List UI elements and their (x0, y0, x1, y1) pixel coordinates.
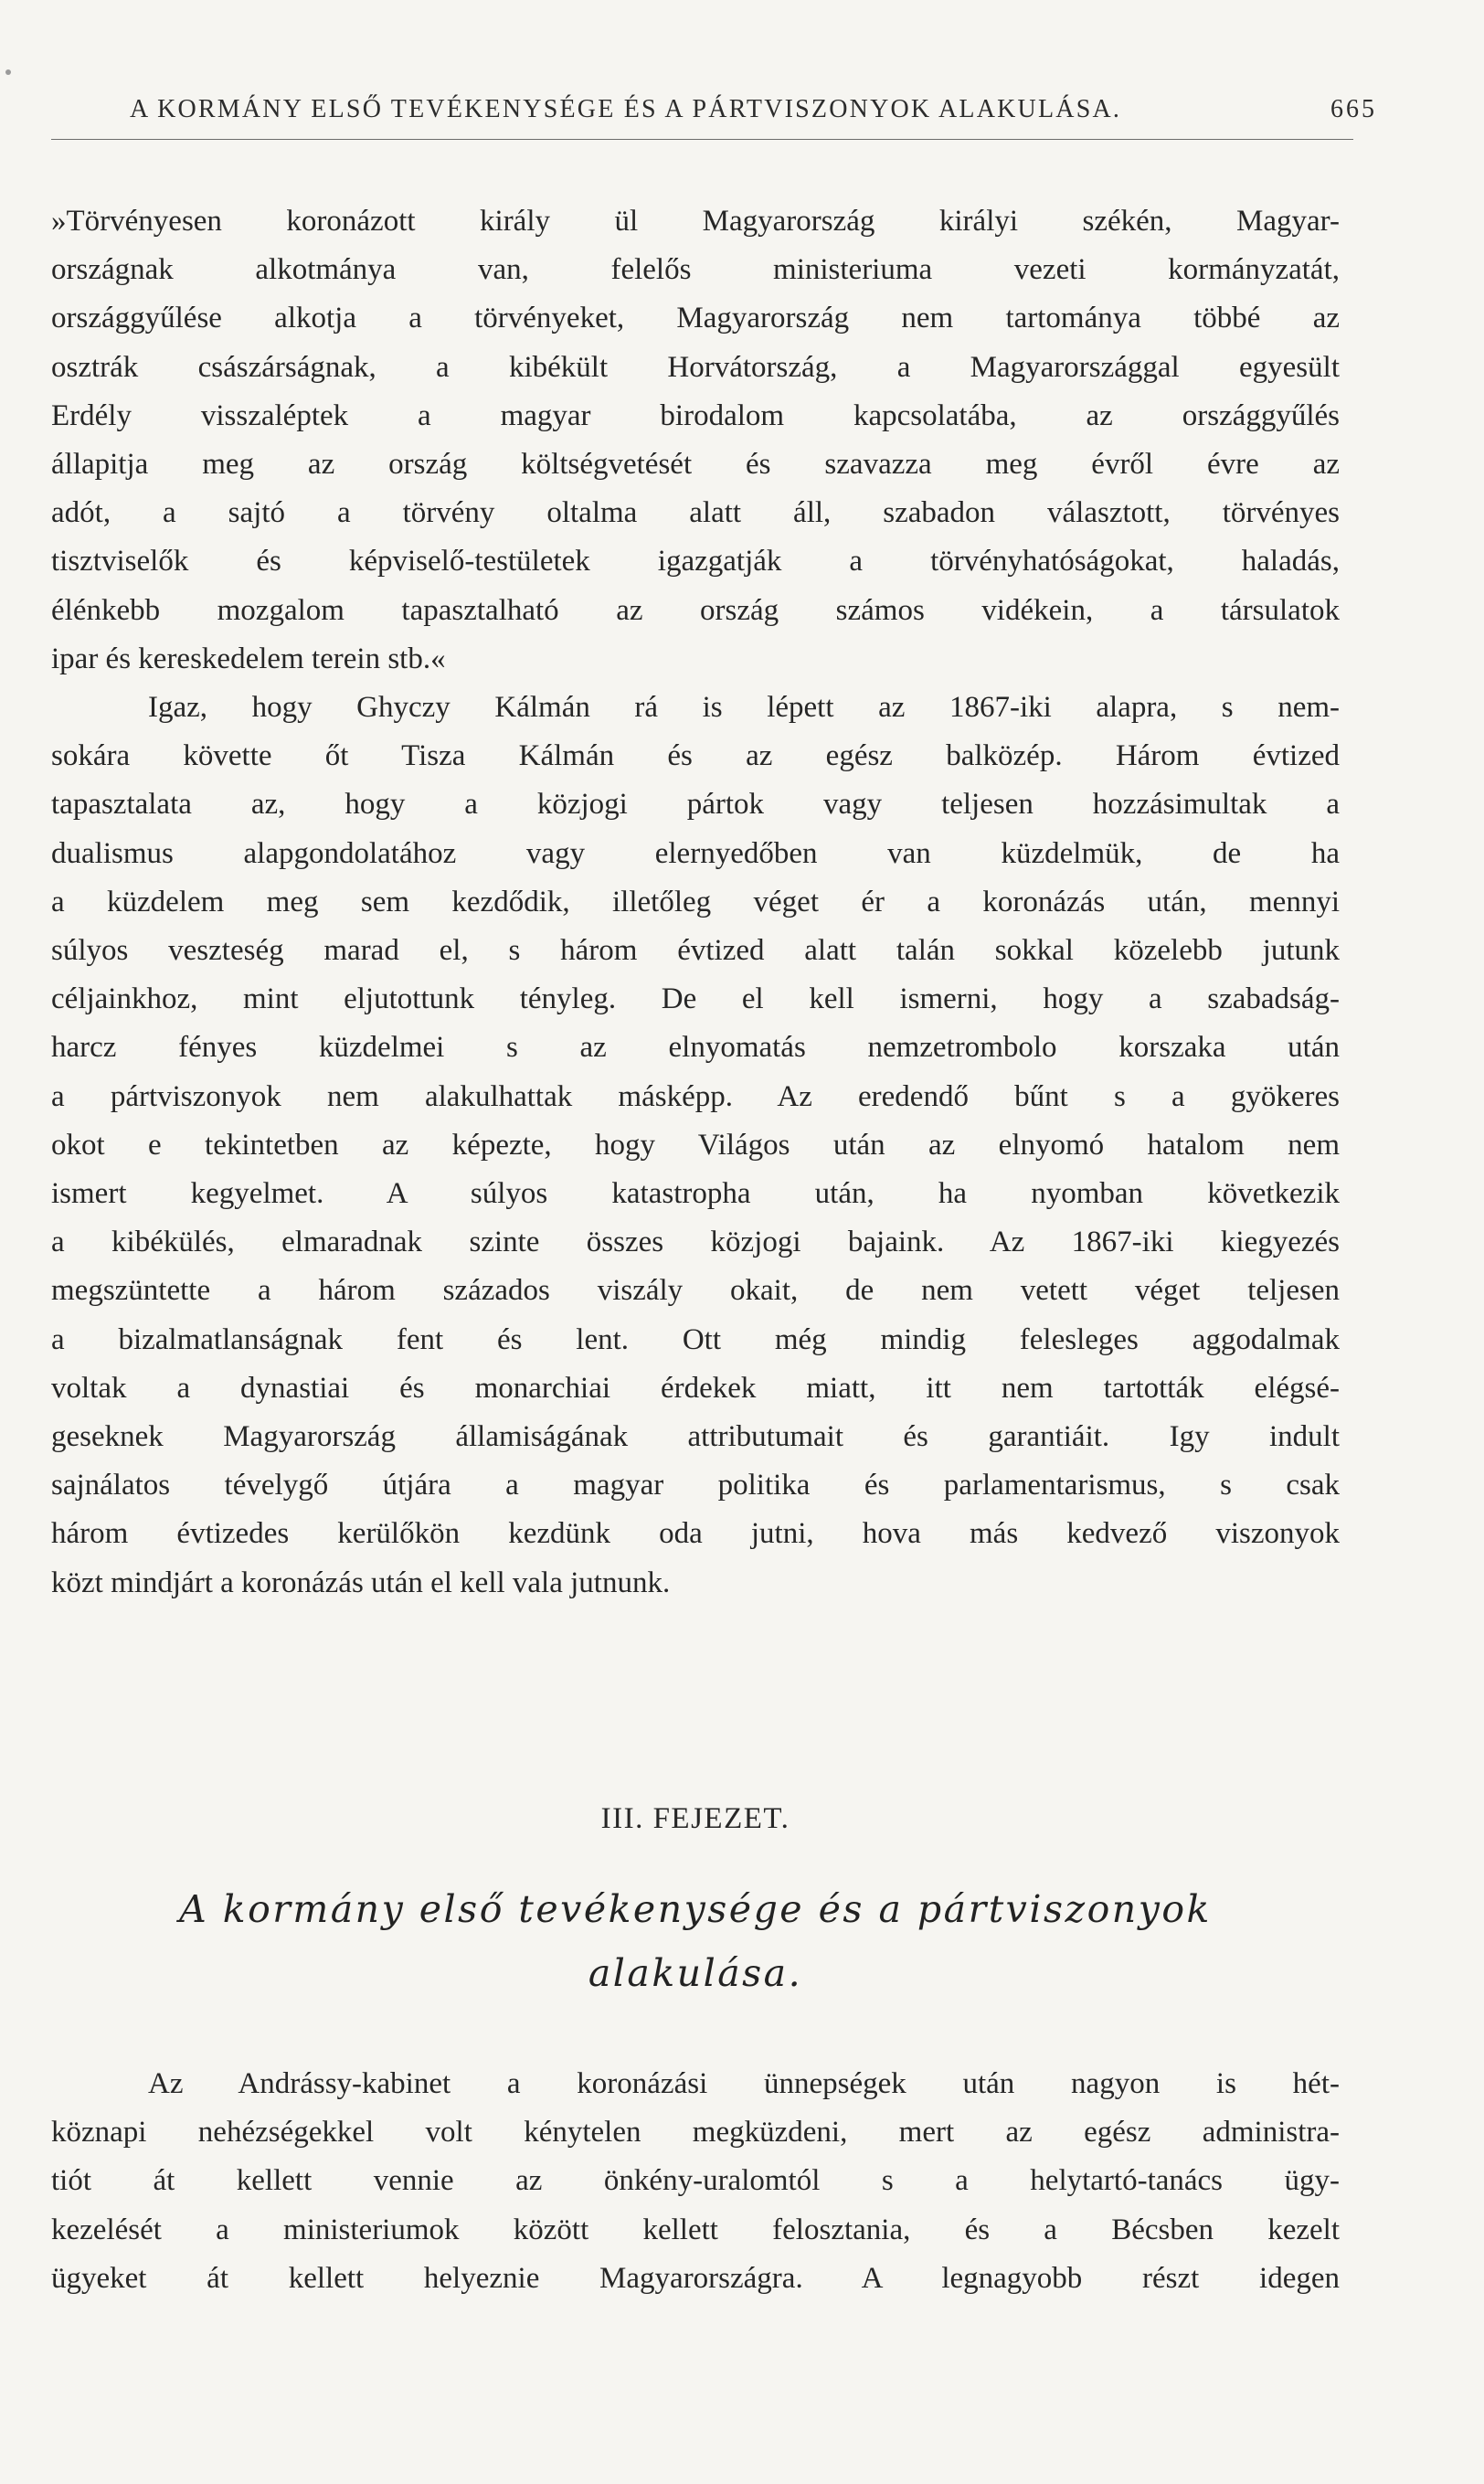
paragraph-line: Az Andrássy-kabinet a koronázási ünnepségek után nagyon is hét- (148, 2067, 1340, 2100)
paragraph-line: dualismus alapgondolatához vagy elernyedőben van küzdelmük, de ha (51, 836, 1340, 870)
quote-line: osztrák császárságnak, a kibékült Horvátország, a Magyarországgal egyesült (51, 350, 1340, 384)
paragraph-line: céljainkhoz, mint eljutottunk tényleg. De el kell ismerni, hogy a szabadság- (51, 982, 1340, 1016)
running-head-title: A KORMÁNY ELSŐ TEVÉKENYSÉGE ÉS A PÁRTVISZONYOK ALAKULÁSA. (130, 95, 1122, 123)
quote-line: ipar és kereskedelem terein stb.« (51, 642, 446, 675)
paragraph-line: sokára követte őt Tisza Kálmán és az egész balközép. Három évtized (51, 739, 1340, 773)
quote-line: »Törvényesen koronázott király ül Magyarország királyi székén, Magyar- (51, 205, 1340, 238)
paragraph-line: sajnálatos tévelygő útjára a magyar politika és parlamentarismus, s csak (51, 1469, 1340, 1502)
quote-line: tisztviselők és képviselő-testületek igazgatják a törvényhatóságokat, haladás, (51, 545, 1340, 579)
paragraph-line: tapasztalata az, hogy a közjogi pártok vagy teljesen hozzásimultak a (51, 788, 1340, 822)
chapter-title-line: A kormány első tevékenysége és a pártviszonyok (179, 1887, 1212, 1931)
paragraph-line: geseknek Magyarország államiságának attributumait és garantiáit. Igy indult (51, 1420, 1340, 1454)
quote-line: élénkebb mozgalom tapasztalható az ország számos vidékein, a társulatok (51, 593, 1340, 627)
chapter-title-line: alakulása. (588, 1951, 803, 1995)
chapter-title (51, 1877, 1340, 2005)
paragraph-line: a bizalmatlanságnak fent és lent. Ott még mindig felesleges aggodalmak (51, 1322, 1340, 1356)
paragraph-line: ügyeket át kellett helyeznie Magyarországra. A legnagyobb részt idegen (51, 2261, 1340, 2295)
quote-line: országnak alkotmánya van, felelős ministeriuma vezeti kormányzatát, (51, 253, 1340, 287)
text-block-lower (51, 2060, 1340, 2303)
quote-line: Erdély visszaléptek a magyar birodalom kapcsolatába, az országgyűlés (51, 398, 1340, 432)
paragraph-line: a kibékülés, elmaradnak szinte összes közjogi bajaink. Az 1867-iki kiegyezés (51, 1226, 1340, 1259)
running-head (130, 95, 1377, 132)
header-rule (51, 139, 1353, 140)
paragraph-line: okot e tekintetben az képezte, hogy Világos után az elnyomó hatalom nem (51, 1128, 1340, 1162)
book-page (51, 0, 1377, 2484)
paragraph-line: ismert kegyelmet. A súlyos katastropha után, ha nyomban következik (51, 1177, 1340, 1211)
paragraph-line: köznapi nehézségekkel volt kénytelen megküzdeni, mert az egész administra- (51, 2116, 1340, 2150)
paragraph-line: Igaz, hogy Ghyczy Kálmán rá is lépett az 1867-iki alapra, s nem- (148, 691, 1340, 725)
paragraph-line: megszüntette a három százados viszály okait, de nem vetett véget teljesen (51, 1274, 1340, 1308)
quote-line: adót, a sajtó a törvény oltalma alatt áll, szabadon választott, törvényes (51, 496, 1340, 530)
paragraph-line: a pártviszonyok nem alakulhattak másképp. Az eredendő bűnt s a gyökeres (51, 1079, 1340, 1113)
paragraph-line: voltak a dynastiai és monarchiai érdekek miatt, itt nem tartották elégsé- (51, 1371, 1340, 1405)
chapter-number: III. FEJEZET. (600, 1802, 790, 1835)
paragraph-line: a küzdelem meg sem kezdődik, illetőleg véget ér a koronázás után, mennyi (51, 885, 1340, 918)
scan-edge-speck (5, 69, 11, 75)
paragraph-line: közt mindjárt a koronázás után el kell vala jutnunk. (51, 1566, 671, 1599)
paragraph-line: kezelését a ministeriumok között kellett felosztania, és a Bécsben kezelt (51, 2213, 1340, 2246)
text-block-upper (51, 197, 1340, 1608)
paragraph-line: tiót át kellett vennie az önkény-uralomtól s a helytartó-tanács ügy- (51, 2164, 1340, 2198)
page-number: 665 (1330, 95, 1377, 123)
paragraph-line: súlyos veszteség marad el, s három évtized alatt talán sokkal közelebb jutunk (51, 934, 1340, 968)
paragraph-line: harcz fényes küzdelmei s az elnyomatás nemzetrombolo korszaka után (51, 1031, 1340, 1065)
quote-line: országgyűlése alkotja a törvényeket, Magyarország nem tartománya többé az (51, 302, 1340, 335)
paragraph-line: három évtizedes kerülőkön kezdünk oda jutni, hova más kedvező viszonyok (51, 1517, 1340, 1551)
quote-line: állapitja meg az ország költségvetését és szavazza meg évről évre az (51, 448, 1340, 482)
